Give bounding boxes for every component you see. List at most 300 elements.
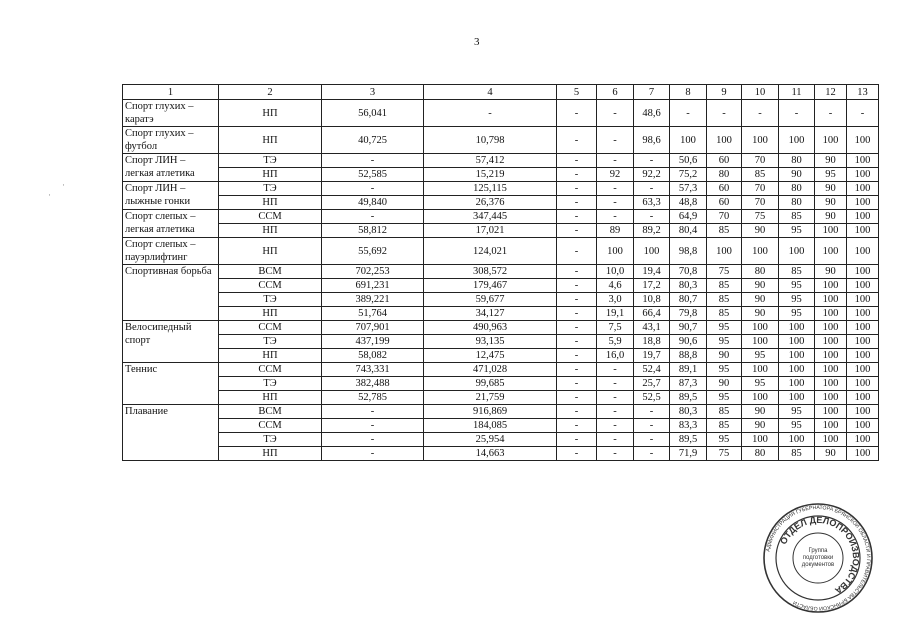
table-cell: - bbox=[634, 419, 670, 433]
table-row bbox=[123, 391, 879, 405]
table-row bbox=[123, 279, 879, 293]
table-cell: 60 bbox=[707, 196, 742, 210]
table-cell: - bbox=[847, 100, 879, 127]
table-cell: 79,8 bbox=[670, 307, 707, 321]
table-cell: 100 bbox=[815, 433, 847, 447]
sport-name-cell: Спорт глухих – каратэ bbox=[123, 100, 219, 127]
table-cell: 90 bbox=[815, 447, 847, 461]
table-cell: - bbox=[597, 419, 634, 433]
table-cell: 100 bbox=[815, 349, 847, 363]
stamp-center-line: документов bbox=[801, 562, 835, 568]
table-cell: 19,7 bbox=[634, 349, 670, 363]
table-cell: 100 bbox=[742, 238, 779, 265]
table-cell: - bbox=[779, 100, 815, 127]
table-cell: - bbox=[634, 405, 670, 419]
table-cell: 85 bbox=[779, 210, 815, 224]
table-cell: 100 bbox=[847, 182, 879, 196]
table-cell: 98,6 bbox=[634, 127, 670, 154]
table-cell: 52,4 bbox=[634, 363, 670, 377]
table-cell: 25,954 bbox=[424, 433, 557, 447]
table-cell: ССМ bbox=[219, 321, 322, 335]
table-cell: 93,135 bbox=[424, 335, 557, 349]
table-cell: 64,9 bbox=[670, 210, 707, 224]
table-cell: 75 bbox=[707, 265, 742, 279]
table-cell: 95 bbox=[779, 293, 815, 307]
table-row bbox=[123, 419, 879, 433]
table-cell: - bbox=[557, 349, 597, 363]
table-cell: 95 bbox=[707, 433, 742, 447]
header-cell: 2 bbox=[219, 85, 322, 100]
table-cell: 85 bbox=[707, 293, 742, 307]
table-row bbox=[123, 307, 879, 321]
table-cell: 4,6 bbox=[597, 279, 634, 293]
table-cell: ТЭ bbox=[219, 433, 322, 447]
table-cell: 90 bbox=[742, 419, 779, 433]
table-cell: 100 bbox=[815, 321, 847, 335]
table-row bbox=[123, 238, 879, 265]
table-cell: - bbox=[557, 154, 597, 168]
header-cell: 7 bbox=[634, 85, 670, 100]
table-cell: 48,6 bbox=[634, 100, 670, 127]
table-cell: - bbox=[557, 279, 597, 293]
table-cell: 80 bbox=[779, 154, 815, 168]
table-cell: 12,475 bbox=[424, 349, 557, 363]
table-cell: - bbox=[597, 154, 634, 168]
table-cell: ССМ bbox=[219, 210, 322, 224]
table-cell: 95 bbox=[779, 307, 815, 321]
header-row bbox=[123, 85, 879, 100]
header-cell: 9 bbox=[707, 85, 742, 100]
table-cell: 80,3 bbox=[670, 405, 707, 419]
page-number: 3 bbox=[474, 36, 480, 48]
header-cell: 8 bbox=[670, 85, 707, 100]
table-cell: 100 bbox=[597, 238, 634, 265]
table-cell: - bbox=[322, 433, 424, 447]
table-cell: 100 bbox=[847, 196, 879, 210]
table-cell: - bbox=[557, 238, 597, 265]
table-cell: 100 bbox=[815, 307, 847, 321]
sport-name-cell: Плавание bbox=[123, 405, 219, 461]
table-cell: - bbox=[634, 433, 670, 447]
table-cell: 90 bbox=[815, 265, 847, 279]
table-row bbox=[123, 349, 879, 363]
table-cell: 70 bbox=[742, 196, 779, 210]
table-cell: 90 bbox=[815, 154, 847, 168]
table-cell: 100 bbox=[847, 210, 879, 224]
table-cell: 85 bbox=[707, 405, 742, 419]
table-cell: 17,2 bbox=[634, 279, 670, 293]
table-cell: - bbox=[322, 182, 424, 196]
table-cell: 437,199 bbox=[322, 335, 424, 349]
table-row bbox=[123, 196, 879, 210]
table-cell: 95 bbox=[707, 363, 742, 377]
table-cell: 100 bbox=[815, 279, 847, 293]
table-cell: 90,6 bbox=[670, 335, 707, 349]
table-cell: - bbox=[557, 363, 597, 377]
table-cell: 100 bbox=[779, 391, 815, 405]
svg-text:ОТДЕЛ ДЕЛОПРОИЗВОДСТВА: ОТДЕЛ ДЕЛОПРОИЗВОДСТВА bbox=[778, 514, 862, 596]
table-cell: НП bbox=[219, 127, 322, 154]
table-cell: 80 bbox=[779, 196, 815, 210]
table-cell: - bbox=[597, 391, 634, 405]
table-cell: 21,759 bbox=[424, 391, 557, 405]
header-cell: 12 bbox=[815, 85, 847, 100]
table-cell: ТЭ bbox=[219, 154, 322, 168]
table-cell: НП bbox=[219, 224, 322, 238]
table-cell: 100 bbox=[707, 238, 742, 265]
table-cell: 691,231 bbox=[322, 279, 424, 293]
table-cell: ССМ bbox=[219, 279, 322, 293]
header-cell: 3 bbox=[322, 85, 424, 100]
table-cell: НП bbox=[219, 168, 322, 182]
table-row bbox=[123, 433, 879, 447]
table-cell: 48,8 bbox=[670, 196, 707, 210]
table-cell: 100 bbox=[847, 238, 879, 265]
table-cell: 100 bbox=[815, 391, 847, 405]
table-cell: 71,9 bbox=[670, 447, 707, 461]
table-cell: 100 bbox=[779, 238, 815, 265]
svg-text:Группаподготовкидокументов bbox=[802, 548, 834, 568]
table-cell: 90 bbox=[815, 182, 847, 196]
table-cell: 916,869 bbox=[424, 405, 557, 419]
table-cell: 51,764 bbox=[322, 307, 424, 321]
table-cell: 702,253 bbox=[322, 265, 424, 279]
margin-speck: · bbox=[62, 180, 65, 190]
table-cell: - bbox=[634, 447, 670, 461]
table-cell: 100 bbox=[815, 127, 847, 154]
table-cell: 90 bbox=[779, 168, 815, 182]
table-cell: 490,963 bbox=[424, 321, 557, 335]
table-cell: 70 bbox=[707, 210, 742, 224]
table-cell: 100 bbox=[815, 377, 847, 391]
table-row bbox=[123, 265, 879, 279]
table-cell: 100 bbox=[847, 321, 879, 335]
table-cell: 100 bbox=[742, 433, 779, 447]
sport-name-cell: Спорт ЛИН – легкая атлетика bbox=[123, 154, 219, 182]
table-cell: 95 bbox=[779, 224, 815, 238]
table-cell: - bbox=[597, 182, 634, 196]
table-cell: 100 bbox=[815, 238, 847, 265]
table-cell: 80,4 bbox=[670, 224, 707, 238]
table-cell: 100 bbox=[779, 335, 815, 349]
table-cell: 26,376 bbox=[424, 196, 557, 210]
table-cell: НП bbox=[219, 307, 322, 321]
table-cell: 89,2 bbox=[634, 224, 670, 238]
table-row bbox=[123, 363, 879, 377]
table-cell: 83,3 bbox=[670, 419, 707, 433]
table-cell: 100 bbox=[847, 419, 879, 433]
table-cell: 124,021 bbox=[424, 238, 557, 265]
table-cell: - bbox=[557, 168, 597, 182]
table-cell: 90 bbox=[815, 210, 847, 224]
table-cell: 100 bbox=[779, 127, 815, 154]
table-cell: 100 bbox=[847, 224, 879, 238]
table-cell: НП bbox=[219, 100, 322, 127]
stamp-center-line: подготовки bbox=[802, 555, 834, 561]
table-cell: - bbox=[557, 182, 597, 196]
table-cell: - bbox=[557, 321, 597, 335]
table-cell: 90 bbox=[707, 377, 742, 391]
table-cell: - bbox=[557, 391, 597, 405]
table-cell: - bbox=[322, 447, 424, 461]
table-cell: - bbox=[597, 405, 634, 419]
table-cell: НП bbox=[219, 196, 322, 210]
sport-name-cell: Теннис bbox=[123, 363, 219, 405]
table-cell: - bbox=[322, 210, 424, 224]
table-cell: - bbox=[634, 182, 670, 196]
table-cell: 95 bbox=[815, 168, 847, 182]
table-cell: 56,041 bbox=[322, 100, 424, 127]
table-cell: 95 bbox=[742, 349, 779, 363]
table-cell: НП bbox=[219, 238, 322, 265]
table-row bbox=[123, 335, 879, 349]
table-cell: ТЭ bbox=[219, 335, 322, 349]
table-cell: 100 bbox=[742, 335, 779, 349]
table-cell: 59,677 bbox=[424, 293, 557, 307]
data-table bbox=[122, 84, 879, 461]
table-cell: 100 bbox=[742, 363, 779, 377]
table-cell: 66,4 bbox=[634, 307, 670, 321]
table-cell: 100 bbox=[634, 238, 670, 265]
table-cell: - bbox=[634, 154, 670, 168]
table-cell: 100 bbox=[847, 433, 879, 447]
table-row bbox=[123, 293, 879, 307]
table-cell: 70 bbox=[742, 154, 779, 168]
table-cell: 382,488 bbox=[322, 377, 424, 391]
table-cell: 100 bbox=[847, 349, 879, 363]
table-cell: - bbox=[557, 224, 597, 238]
table-cell: 15,219 bbox=[424, 168, 557, 182]
table-cell: 100 bbox=[847, 447, 879, 461]
table-cell: 18,8 bbox=[634, 335, 670, 349]
sport-name-cell: Спортивная борьба bbox=[123, 265, 219, 321]
table-cell: - bbox=[597, 100, 634, 127]
table-cell: 85 bbox=[707, 279, 742, 293]
table-cell: - bbox=[557, 210, 597, 224]
header-cell: 4 bbox=[424, 85, 557, 100]
table-cell: 100 bbox=[847, 363, 879, 377]
table-cell: 57,412 bbox=[424, 154, 557, 168]
table-cell: 707,901 bbox=[322, 321, 424, 335]
table-cell: 70,8 bbox=[670, 265, 707, 279]
table-cell: - bbox=[597, 447, 634, 461]
table-cell: 57,3 bbox=[670, 182, 707, 196]
table-cell: 100 bbox=[815, 224, 847, 238]
table-cell: 60 bbox=[707, 154, 742, 168]
table-cell: 80 bbox=[779, 182, 815, 196]
table-cell: 34,127 bbox=[424, 307, 557, 321]
table-cell: - bbox=[557, 100, 597, 127]
table-row bbox=[123, 154, 879, 168]
table-cell: 40,725 bbox=[322, 127, 424, 154]
table-cell: 16,0 bbox=[597, 349, 634, 363]
table-cell: 85 bbox=[779, 447, 815, 461]
table-cell: 5,9 bbox=[597, 335, 634, 349]
table-cell: 100 bbox=[815, 363, 847, 377]
table-cell: 60 bbox=[707, 182, 742, 196]
table-cell: 95 bbox=[779, 419, 815, 433]
table-cell: 99,685 bbox=[424, 377, 557, 391]
table-cell: 308,572 bbox=[424, 265, 557, 279]
table-cell: 50,6 bbox=[670, 154, 707, 168]
table-cell: - bbox=[707, 100, 742, 127]
table-cell: 58,812 bbox=[322, 224, 424, 238]
table-cell: 100 bbox=[742, 391, 779, 405]
table-cell: 7,5 bbox=[597, 321, 634, 335]
table-cell: 89,5 bbox=[670, 391, 707, 405]
table-cell: 100 bbox=[847, 168, 879, 182]
table-row bbox=[123, 377, 879, 391]
table-cell: 90 bbox=[742, 307, 779, 321]
table-cell: - bbox=[322, 405, 424, 419]
table-cell: - bbox=[557, 405, 597, 419]
table-cell: 100 bbox=[779, 349, 815, 363]
table-row bbox=[123, 447, 879, 461]
table-cell: 52,785 bbox=[322, 391, 424, 405]
table-cell: ССМ bbox=[219, 363, 322, 377]
table-cell: 88,8 bbox=[670, 349, 707, 363]
table-row bbox=[123, 182, 879, 196]
table-cell: 63,3 bbox=[634, 196, 670, 210]
sport-name-cell: Спорт ЛИН – лыжные гонки bbox=[123, 182, 219, 210]
table-cell: 100 bbox=[707, 127, 742, 154]
sport-name-cell: Спорт слепых – легкая атлетика bbox=[123, 210, 219, 238]
table-row bbox=[123, 405, 879, 419]
table-cell: 43,1 bbox=[634, 321, 670, 335]
table-cell: 100 bbox=[815, 293, 847, 307]
header-cell: 5 bbox=[557, 85, 597, 100]
table-cell: НП bbox=[219, 391, 322, 405]
table-cell: 75 bbox=[742, 210, 779, 224]
table-cell: 75,2 bbox=[670, 168, 707, 182]
table-cell: - bbox=[670, 100, 707, 127]
table-cell: 85 bbox=[742, 168, 779, 182]
table-cell: 85 bbox=[707, 419, 742, 433]
table-cell: - bbox=[557, 265, 597, 279]
header-cell: 11 bbox=[779, 85, 815, 100]
table-cell: 89,5 bbox=[670, 433, 707, 447]
table-cell: 80,7 bbox=[670, 293, 707, 307]
table-cell: - bbox=[634, 210, 670, 224]
table-cell: - bbox=[557, 293, 597, 307]
table-cell: 75 bbox=[707, 447, 742, 461]
table-cell: 52,585 bbox=[322, 168, 424, 182]
table-cell: 100 bbox=[847, 154, 879, 168]
svg-text:АДМИНИСТРАЦИЯ ГУБЕРНАТОРА БРЯН: АДМИНИСТРАЦИЯ ГУБЕРНАТОРА БРЯНСКОЙ ОБЛАСТИ И ПРАВИТЕЛЬСТВА БРЯНСКОЙ ОБЛАСТИ bbox=[765, 504, 872, 612]
table-cell: 100 bbox=[779, 321, 815, 335]
table-cell: 95 bbox=[779, 405, 815, 419]
table-cell: 100 bbox=[779, 377, 815, 391]
table-cell: 471,028 bbox=[424, 363, 557, 377]
table-cell: 90 bbox=[742, 224, 779, 238]
table-cell: - bbox=[322, 419, 424, 433]
table-cell: 70 bbox=[742, 182, 779, 196]
table-cell: НП bbox=[219, 447, 322, 461]
table-cell: 100 bbox=[779, 433, 815, 447]
table-cell: 100 bbox=[847, 307, 879, 321]
table-cell: 100 bbox=[847, 265, 879, 279]
table-cell: ВСМ bbox=[219, 265, 322, 279]
table-cell: - bbox=[742, 100, 779, 127]
table-cell: 3,0 bbox=[597, 293, 634, 307]
table-cell: - bbox=[597, 210, 634, 224]
header-cell: 6 bbox=[597, 85, 634, 100]
table-cell: 95 bbox=[707, 335, 742, 349]
table-cell: 100 bbox=[847, 391, 879, 405]
table-cell: 80,3 bbox=[670, 279, 707, 293]
header-cell: 13 bbox=[847, 85, 879, 100]
table-cell: 95 bbox=[707, 391, 742, 405]
sport-name-cell: Велосипедный спорт bbox=[123, 321, 219, 363]
table-cell: - bbox=[557, 196, 597, 210]
table-cell: 100 bbox=[847, 293, 879, 307]
table-cell: 90 bbox=[815, 196, 847, 210]
table-cell: 87,3 bbox=[670, 377, 707, 391]
table-cell: 100 bbox=[815, 419, 847, 433]
table-cell: 10,0 bbox=[597, 265, 634, 279]
table-cell: 85 bbox=[779, 265, 815, 279]
table-cell: - bbox=[597, 363, 634, 377]
table-cell: 100 bbox=[779, 363, 815, 377]
table-cell: 10,8 bbox=[634, 293, 670, 307]
table-cell: ТЭ bbox=[219, 293, 322, 307]
table-cell: 55,692 bbox=[322, 238, 424, 265]
table-row bbox=[123, 100, 879, 127]
table-cell: 95 bbox=[779, 279, 815, 293]
table-cell: - bbox=[557, 377, 597, 391]
table-cell: 80 bbox=[707, 168, 742, 182]
table-cell: - bbox=[557, 419, 597, 433]
table-row bbox=[123, 168, 879, 182]
header-cell: 1 bbox=[123, 85, 219, 100]
table-cell: 85 bbox=[707, 307, 742, 321]
table-cell: - bbox=[597, 377, 634, 391]
table-cell: 19,4 bbox=[634, 265, 670, 279]
table-cell: 100 bbox=[815, 405, 847, 419]
table-cell: 100 bbox=[847, 335, 879, 349]
table-cell: - bbox=[597, 127, 634, 154]
table-cell: 184,085 bbox=[424, 419, 557, 433]
table-cell: 100 bbox=[742, 321, 779, 335]
sport-name-cell: Спорт глухих – футбол bbox=[123, 127, 219, 154]
table-cell: 92 bbox=[597, 168, 634, 182]
table-cell: 100 bbox=[847, 127, 879, 154]
table-cell: 10,798 bbox=[424, 127, 557, 154]
sport-name-cell: Спорт слепых – пауэрлифтинг bbox=[123, 238, 219, 265]
table-cell: - bbox=[557, 127, 597, 154]
table-cell: 17,021 bbox=[424, 224, 557, 238]
table-cell: 100 bbox=[815, 335, 847, 349]
table-cell: 52,5 bbox=[634, 391, 670, 405]
table-cell: 90,7 bbox=[670, 321, 707, 335]
table-cell: ССМ bbox=[219, 419, 322, 433]
table-cell: ТЭ bbox=[219, 182, 322, 196]
table-cell: 90 bbox=[742, 293, 779, 307]
table-cell: 49,840 bbox=[322, 196, 424, 210]
table-cell: 89,1 bbox=[670, 363, 707, 377]
table-cell: 80 bbox=[742, 447, 779, 461]
table-cell: 90 bbox=[742, 405, 779, 419]
table-cell: - bbox=[557, 447, 597, 461]
table-cell: 100 bbox=[670, 127, 707, 154]
table-cell: - bbox=[815, 100, 847, 127]
table-cell: - bbox=[557, 335, 597, 349]
table-cell: НП bbox=[219, 349, 322, 363]
table-cell: 179,467 bbox=[424, 279, 557, 293]
table-cell: ВСМ bbox=[219, 405, 322, 419]
table-cell: - bbox=[597, 196, 634, 210]
table-cell: 389,221 bbox=[322, 293, 424, 307]
